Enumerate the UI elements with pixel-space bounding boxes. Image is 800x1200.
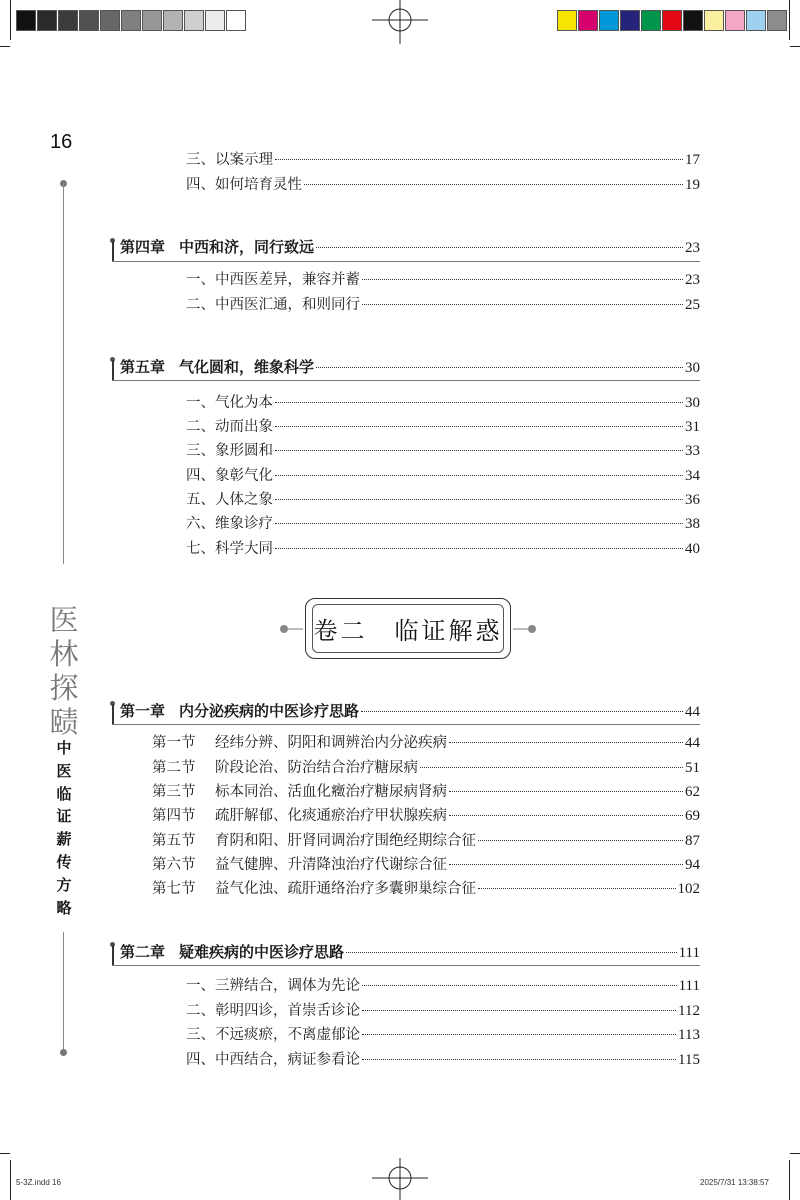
chapter-rule (112, 724, 700, 725)
registration-mark-bottom (372, 1158, 428, 1200)
side-rule-lower (63, 932, 64, 1052)
leader-dots (275, 402, 683, 403)
side-subtitle-char: 临 (56, 784, 72, 803)
chapter-marker-tick (112, 704, 114, 724)
vol2-chapter-heading-2[interactable] (120, 941, 700, 965)
toc-section[interactable] (152, 829, 700, 851)
toc-entry[interactable] (186, 391, 700, 413)
chapter-page: 30 (685, 360, 700, 376)
section-title: 经纬分辨、阴阳和调辨治内分泌疾病 (215, 735, 447, 751)
leader-dots (275, 426, 683, 427)
toc-entry[interactable] (186, 148, 700, 170)
crop-mark-tr (789, 0, 790, 40)
section-number: 第二节 (152, 760, 196, 776)
color-swatch (557, 10, 577, 31)
leader-dots (275, 548, 683, 549)
leader-dots (275, 159, 683, 160)
section-title: 益气化浊、疏肝通络治疗多囊卵巢综合征 (215, 881, 476, 897)
gray-swatch (100, 10, 120, 31)
color-swatch (620, 10, 640, 31)
toc-entry-page: 17 (685, 152, 700, 168)
slug-file-info: 5-3Z.indd 16 (16, 1178, 61, 1187)
chapter-title: 气化圆和，维象科学 (179, 359, 315, 376)
chapter-rule (112, 261, 700, 262)
section-number: 第五节 (152, 833, 196, 849)
toc-section[interactable] (152, 804, 700, 826)
section-title: 阶段论治、防治结合治疗糖尿病 (215, 760, 418, 776)
slug-timestamp: 2025/7/31 13:38:57 (700, 1178, 769, 1187)
gray-swatch (79, 10, 99, 31)
toc-entry[interactable] (186, 1048, 700, 1070)
crop-mark-tl (10, 0, 11, 40)
section-page: 69 (685, 808, 700, 824)
leader-dots (362, 1059, 676, 1060)
toc-entry-page: 25 (685, 297, 700, 313)
vol2-chapter-heading-1[interactable] (120, 700, 700, 724)
gray-swatch (184, 10, 204, 31)
crop-mark-bl-h (0, 1153, 10, 1154)
toc-entry-page: 30 (685, 395, 700, 411)
toc-entry[interactable] (186, 439, 700, 461)
chapter-number: 第二章 (120, 944, 166, 961)
toc-section[interactable] (152, 780, 700, 802)
side-rule-dot-bottom (60, 1049, 67, 1056)
color-swatch (683, 10, 703, 31)
leader-dots (449, 864, 683, 865)
chapter-number: 第一章 (120, 703, 166, 720)
toc-entry-page: 23 (685, 272, 700, 288)
section-page: 51 (685, 760, 700, 776)
chapter-rule (112, 380, 700, 381)
chapter-marker-tick (112, 945, 114, 965)
chapter-title: 内分泌疾病的中医诊疗思路 (179, 703, 360, 720)
toc-entry-page: 34 (685, 468, 700, 484)
toc-entry[interactable] (186, 415, 700, 437)
side-subtitle-char: 医 (56, 761, 72, 780)
toc-entry[interactable] (186, 974, 700, 996)
toc-entry-title: 三、象形圆和 (186, 443, 273, 459)
section-title: 育阴和阳、肝肾同调治疗围绝经期综合征 (215, 833, 476, 849)
toc-entry-page: 111 (678, 978, 700, 994)
toc-section[interactable] (152, 853, 700, 875)
chapter-marker-tick (112, 360, 114, 380)
toc-entry-title: 二、中西医汇通，和则同行 (186, 297, 360, 313)
section-number: 第七节 (152, 881, 196, 897)
registration-mark-top (372, 0, 428, 44)
chapter-page: 111 (678, 945, 700, 961)
toc-section[interactable] (152, 756, 700, 778)
leader-dots (362, 1010, 676, 1011)
toc-entry-title: 七、科学大同 (186, 541, 273, 557)
leader-dots (362, 1034, 676, 1035)
leader-dots (304, 184, 683, 185)
section-page: 94 (685, 857, 700, 873)
toc-entry-title: 二、彰明四诊，首崇舌诊论 (186, 1003, 360, 1019)
toc-entry-title: 四、如何培育灵性 (186, 177, 302, 193)
toc-entry[interactable] (186, 173, 700, 195)
color-swatch (767, 10, 787, 31)
side-title-char: 林 (49, 637, 79, 671)
toc-entry[interactable] (186, 537, 700, 559)
toc-entry-title: 三、以案示理 (186, 152, 273, 168)
leader-dots (361, 711, 683, 712)
color-swatch (578, 10, 598, 31)
chapter-rule (112, 965, 700, 966)
side-book-title (44, 603, 84, 739)
toc-entry[interactable] (186, 293, 700, 315)
color-swatch (704, 10, 724, 31)
crop-mark-bl (10, 1160, 11, 1200)
chapter-title: 中西和济，同行致远 (179, 239, 315, 256)
leader-dots (275, 475, 683, 476)
side-title-char: 探 (49, 671, 79, 705)
leader-dots (420, 767, 683, 768)
leader-dots (449, 815, 683, 816)
volume-ornament-dot (528, 625, 536, 633)
leader-dots (449, 791, 683, 792)
leader-dots (362, 279, 683, 280)
toc-entry-page: 36 (685, 492, 700, 508)
toc-entry-page: 115 (678, 1052, 700, 1068)
color-swatch (641, 10, 661, 31)
color-swatch (725, 10, 745, 31)
page-number: 16 (50, 131, 73, 153)
side-subtitle-char: 证 (56, 807, 72, 826)
gray-swatch (226, 10, 246, 31)
grayscale-calibration-bar (16, 10, 247, 31)
toc-entry-title: 六、维象诊疗 (186, 516, 273, 532)
toc-entry-page: 113 (678, 1027, 700, 1043)
toc-entry-page: 31 (685, 419, 700, 435)
toc-section[interactable] (152, 731, 700, 753)
chapter-number: 第四章 (120, 239, 166, 256)
side-subtitle-char: 中 (56, 739, 72, 757)
leader-dots (275, 499, 683, 500)
toc-entry[interactable] (186, 488, 700, 510)
section-page: 102 (677, 881, 700, 897)
toc-section[interactable] (152, 877, 700, 899)
toc-entry-page: 112 (678, 1003, 700, 1019)
crop-mark-br (789, 1160, 790, 1200)
leader-dots (362, 304, 683, 305)
toc-entry[interactable] (186, 1023, 700, 1045)
leader-dots (478, 840, 683, 841)
toc-entry-page: 40 (685, 541, 700, 557)
toc-entry[interactable] (186, 512, 700, 534)
toc-entry-title: 四、象彰气化 (186, 468, 273, 484)
leader-dots (346, 952, 677, 953)
crop-mark-br-h (790, 1153, 800, 1154)
toc-entry-title: 一、中西医差异，兼容并蓄 (186, 272, 360, 288)
chapter-heading-4[interactable] (120, 236, 700, 260)
toc-entry-title: 四、中西结合，病证参看论 (186, 1052, 360, 1068)
gray-swatch (58, 10, 78, 31)
crop-mark-tr-h (790, 46, 800, 47)
toc-entry-title: 二、动而出象 (186, 419, 273, 435)
section-number: 第四节 (152, 808, 196, 824)
chapter-number: 第五章 (120, 359, 166, 376)
volume-ornament-dot (280, 625, 288, 633)
gray-swatch (205, 10, 225, 31)
color-calibration-bar (557, 10, 788, 31)
chapter-heading-5[interactable] (120, 356, 700, 380)
section-page: 44 (685, 735, 700, 751)
gray-swatch (16, 10, 36, 31)
leader-dots (316, 367, 683, 368)
gray-swatch (121, 10, 141, 31)
toc-entry-page: 38 (685, 516, 700, 532)
color-swatch (662, 10, 682, 31)
side-subtitle-char: 方 (56, 875, 72, 894)
side-title-char: 赜 (49, 705, 79, 739)
section-page: 62 (685, 784, 700, 800)
toc-entry-title: 一、三辨结合，调体为先论 (186, 978, 360, 994)
section-title: 标本同治、活血化癥治疗糖尿病肾病 (215, 784, 447, 800)
toc-entry-page: 19 (685, 177, 700, 193)
toc-entry[interactable] (186, 464, 700, 486)
color-swatch (599, 10, 619, 31)
chapter-title: 疑难疾病的中医诊疗思路 (179, 944, 345, 961)
leader-dots (449, 742, 683, 743)
toc-entry[interactable] (186, 999, 700, 1021)
leader-dots (316, 247, 683, 248)
side-subtitle-char: 略 (56, 898, 72, 917)
leader-dots (275, 450, 683, 451)
gray-swatch (142, 10, 162, 31)
chapter-page: 44 (685, 704, 700, 720)
leader-dots (362, 985, 677, 986)
toc-entry-page: 33 (685, 443, 700, 459)
section-number: 第一节 (152, 735, 196, 751)
section-page: 87 (685, 833, 700, 849)
volume-heading[interactable]: 卷二 临证解惑 (312, 604, 504, 653)
chapter-marker-tick (112, 241, 114, 261)
toc-entry[interactable] (186, 268, 700, 290)
section-title: 益气健脾、升清降浊治疗代谢综合征 (215, 857, 447, 873)
side-subtitle-char: 传 (56, 852, 72, 871)
section-number: 第六节 (152, 857, 196, 873)
leader-dots (275, 523, 683, 524)
section-number: 第三节 (152, 784, 196, 800)
gray-swatch (37, 10, 57, 31)
toc-entry-title: 三、不远痰瘀，不离虚郁论 (186, 1027, 360, 1043)
side-subtitle-char: 薪 (56, 830, 72, 849)
leader-dots (478, 888, 676, 889)
side-book-subtitle (52, 737, 76, 919)
color-swatch (746, 10, 766, 31)
gray-swatch (163, 10, 183, 31)
side-rule-upper (63, 184, 64, 564)
toc-entry-title: 一、气化为本 (186, 395, 273, 411)
toc-entry-title: 五、人体之象 (186, 492, 273, 508)
side-title-char: 医 (49, 603, 79, 637)
crop-mark-tl-h (0, 46, 10, 47)
chapter-page: 23 (685, 240, 700, 256)
section-title: 疏肝解郁、化痰通瘀治疗甲状腺疾病 (215, 808, 447, 824)
